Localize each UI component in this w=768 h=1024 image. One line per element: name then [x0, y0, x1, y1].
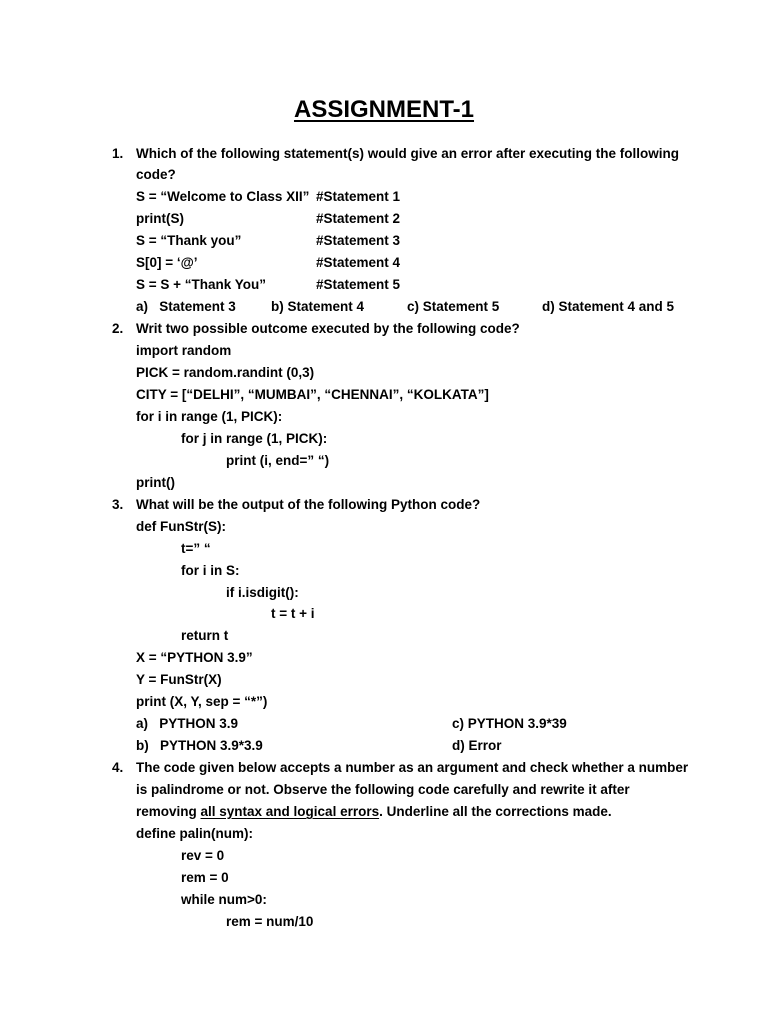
code-line: for i in S:	[181, 563, 240, 578]
question-number: 4.	[112, 760, 124, 775]
question-text-part: . Underline all the corrections made.	[379, 804, 612, 819]
option-d: d) Error	[452, 738, 502, 753]
code-line: X = “PYTHON 3.9”	[136, 650, 253, 665]
option-d: d) Statement 4 and 5	[542, 299, 675, 314]
code-line: print (X, Y, sep = “*”)	[136, 694, 268, 709]
code-line: print()	[136, 475, 175, 490]
code-line: PICK = random.randint (0,3)	[136, 365, 315, 380]
code-line: t = t + i	[271, 606, 315, 621]
question-text-part: removing	[136, 804, 201, 819]
code-line: for i in range (1, PICK):	[136, 409, 283, 424]
code-line: print (i, end=” “)	[226, 453, 330, 468]
code-comment: #Statement 1	[316, 189, 401, 204]
code-line: S[0] = ‘@’	[136, 255, 198, 270]
code-comment: #Statement 4	[316, 255, 401, 270]
code-line: import random	[136, 343, 232, 358]
question-text: Writ two possible outcome executed by the following code?	[136, 321, 520, 336]
option-a: a) Statement 3	[136, 299, 236, 314]
option-b: b) PYTHON 3.9*3.9	[136, 738, 263, 753]
question-text: What will be the output of the following Python code?	[136, 497, 481, 512]
question-text: Which of the following statement(s) would give an error after executing the following	[136, 146, 680, 161]
code-line: rev = 0	[181, 848, 225, 863]
code-line: for j in range (1, PICK):	[181, 431, 328, 446]
code-line: S = “Welcome to Class XII”	[136, 189, 310, 204]
code-line: S = S + “Thank You”	[136, 277, 267, 292]
code-line: return t	[181, 628, 229, 643]
question-text	[136, 803, 612, 821]
question-number: 2.	[112, 321, 124, 336]
question-text: The code given below accepts a number as an argument and check whether a number	[136, 760, 689, 775]
code-line: t=” “	[181, 541, 211, 556]
underlined-phrase: all syntax and logical errors	[200, 804, 380, 819]
code-comment: #Statement 2	[316, 211, 401, 226]
code-line: define palin(num):	[136, 826, 253, 841]
option-c: c) PYTHON 3.9*39	[452, 716, 567, 731]
code-comment: #Statement 5	[316, 277, 401, 292]
code-line: rem = num/10	[226, 914, 314, 929]
code-line: print(S)	[136, 211, 184, 226]
option-a: a) PYTHON 3.9	[136, 716, 239, 731]
question-number: 1.	[112, 146, 124, 161]
code-line: def FunStr(S):	[136, 519, 226, 534]
code-line: rem = 0	[181, 870, 229, 885]
code-line: CITY = [“DELHI”, “MUMBAI”, “CHENNAI”, “KOLKATA”]	[136, 387, 489, 402]
question-text: code?	[136, 167, 176, 182]
code-line: Y = FunStr(X)	[136, 672, 222, 687]
page-title: ASSIGNMENT-1	[293, 96, 475, 123]
option-c: c) Statement 5	[407, 299, 500, 314]
question-text: is palindrome or not. Observe the following code carefully and rewrite it after	[136, 782, 630, 797]
code-line: S = “Thank you”	[136, 233, 242, 248]
code-line: while num>0:	[181, 892, 267, 907]
option-b: b) Statement 4	[271, 299, 365, 314]
code-comment: #Statement 3	[316, 233, 401, 248]
question-number: 3.	[112, 497, 124, 512]
code-line: if i.isdigit():	[226, 585, 299, 600]
